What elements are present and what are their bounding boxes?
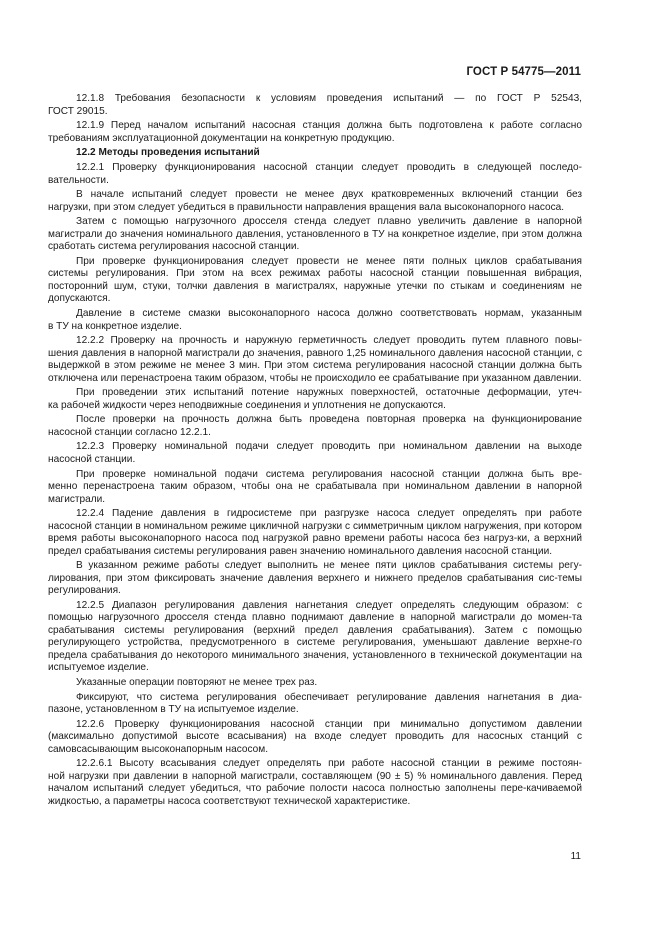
paragraph-continuation: (максимально допустимой высоте всасывания) на входе следует проводить для насосных станций с самовсасывающим высоконапорным насосом. (48, 731, 582, 755)
document-header (466, 66, 581, 78)
paragraph (48, 758, 582, 808)
paragraph (48, 162, 582, 187)
standard-designation: ГОСТ Р 54775—2011 (466, 66, 581, 78)
paragraph (48, 120, 582, 145)
paragraph-first-line: При проведении этих испытаний потение наружных поверхностей, остаточные деформации, утеч- (76, 387, 582, 399)
paragraph-first-line: 12.2.6.1 Высоту всасывания следует определять при работе насосной станции в режиме постоян- (76, 758, 582, 770)
paragraph-first-line: 12.2.1 Проверку функционирования насосной станции следует проводить в следующей последо- (76, 162, 582, 174)
paragraph-first-line: 12.2.4 Падение давления в гидросистеме при разгрузке насоса следует определять при работе (76, 508, 582, 520)
paragraph-continuation: лирования, при этом фиксировать значение давления верхнего и нижнего пределов срабатывания сис-темы регулирования. (48, 572, 582, 597)
paragraph (48, 718, 582, 757)
paragraph-continuation: вательности. (48, 174, 109, 186)
paragraph-first-line: 12.2.5 Диапазон регулирования давления нагнетания следует определять следующим образом: с (76, 599, 582, 611)
paragraph (48, 414, 582, 439)
paragraph (48, 216, 582, 254)
paragraph-first-line: 12.2.3 Проверку номинальной подачи следует проводить при номинальном давлении на выходе (76, 441, 582, 453)
paragraph (48, 308, 582, 333)
paragraph-continuation: насосной станции в номинальном режиме цикличной нагрузки с симметричным циклом нагружения, при котором время работы высоконапорного насоса под нагрузкой равно времени работы насоса без нагруз-ки, а верхний предел срабатывания системы регулирования равен значению номинального давления насосной станции. (48, 520, 582, 557)
section-title: 12.2 Методы проведения испытаний (76, 147, 260, 159)
paragraph (48, 93, 582, 118)
paragraph-first-line: Затем с помощью нагрузочного дросселя стенда следует плавно увеличить давление в напорной (76, 216, 582, 228)
paragraph-continuation: помощью нагрузочного дросселя стенда плавно поднимают давление в напорной магистрали до момен-та срабатывания системы регулирования (верхний предел давления срабатывания). Затем с помощью регулирующего устройства, предусмотренного в системе регулирования, уменьшают давление верхне-го предела срабатывания до некоторого минимального значения, установленного в технической документации на испытуемое изделие. (48, 612, 582, 674)
paragraph (76, 677, 582, 690)
paragraph (48, 508, 582, 558)
paragraph-continuation: ГОСТ 29015. (48, 105, 108, 117)
paragraph (48, 387, 582, 412)
paragraph-first-line: В указанном режиме работы следует выполнить не менее пяти циклов срабатывания системы регу- (76, 560, 582, 572)
paragraph-continuation: требованиям эксплуатационной документации на конкретную продукцию. (48, 132, 395, 144)
paragraph-continuation: системы регулирования. При этом на всех режимах работы насосной станции повышенная вибрация, посторонний шум, стуки, толчки давления в магистралях, наружные утечки по стыкам и соединениям не допускаются. (48, 268, 582, 305)
paragraph (48, 335, 582, 385)
page-number: 11 (570, 851, 581, 862)
paragraph-first-line: В начале испытаний следует провести не менее двух кратковременных включений станции без (76, 189, 582, 201)
paragraph-continuation: насосной станции. (48, 453, 136, 465)
paragraph-first-line: 12.1.9 Перед началом испытаний насосная станция должна быть подготовлена к работе согласно (76, 120, 582, 132)
paragraph (48, 691, 582, 717)
paragraph-first-line: При проверке функционирования следует провести не менее пяти полных циклов срабатывания (76, 255, 582, 267)
paragraph (48, 255, 582, 306)
paragraph-first-line: 12.2.2 Проверку на прочность и наружную герметичность следует проводить путем плавного повы- (76, 335, 582, 347)
paragraph (48, 599, 582, 675)
paragraph-first-line: 12.1.8 Требования безопасности к условиям проведения испытаний — по ГОСТ Р 52543, (76, 93, 582, 104)
paragraph (48, 441, 582, 466)
paragraph (48, 560, 582, 598)
paragraph-continuation: менно перенастроена таким образом, чтобы она не срабатывала при номинальном давлении в напорной магистрали. (48, 481, 582, 505)
paragraph-first-line: При проверке номинальной подачи система регулирования насосной станции должна быть вре- (76, 468, 582, 480)
paragraph-continuation: ной нагрузки при давлении в напорной магистрали, составляющем (90 ± 5) % номинального давления. Перед началом испытаний следует убедиться, что рабочие полости насоса полностью заполнены пере-качиваемой жидкостью, а параметры насоса соответствуют технической характеристике. (48, 770, 582, 807)
paragraph-continuation: магистрали до значения номинального давления, установленного в ТУ на конкретное изделие, при этом должна сработать система регулирования насосной станции. (48, 228, 582, 253)
paragraph-continuation: ка рабочей жидкости через неподвижные соединения и уплотнения не допускаются. (48, 399, 446, 411)
paragraph-continuation: нагрузки, при этом следует убедиться в правильности направления вращения вала высоконапорного насоса. (48, 201, 565, 213)
paragraph (48, 468, 582, 507)
paragraph-continuation: в ТУ на конкретное изделие. (48, 320, 182, 332)
paragraph-first-line: Фиксируют, что система регулирования обеспечивает регулирование давления нагнетания в диа- (76, 691, 582, 703)
document-body (48, 93, 582, 810)
paragraph-first-line: Указанные операции повторяют не менее трех раз. (76, 676, 318, 688)
paragraph-first-line: Давление в системе смазки высоконапорного насоса должно соответствовать нормам, указанным (76, 308, 582, 320)
paragraph (48, 189, 582, 214)
paragraph-continuation: насосной станции согласно 12.2.1. (48, 426, 211, 438)
paragraph-first-line: 12.2.6 Проверку функционирования насосной станции при минимально допустимом давлении (76, 718, 582, 730)
paragraph-continuation: шения давления в напорной магистрали до значения, равного 1,25 номинального давления насосной станции, с выдержкой в этом режиме не менее 3 мин. При этом система регулирования насосной станции должна быть отключена или перенастроена таким образом, чтобы не происходило ее срабатывание при указанном давлении. (48, 347, 582, 384)
paragraph-continuation: пазоне, установленном в ТУ на испытуемое изделие. (48, 704, 299, 715)
paragraph-first-line: После проверки на прочность должна быть проведена повторная проверка на функционирование (76, 414, 582, 426)
